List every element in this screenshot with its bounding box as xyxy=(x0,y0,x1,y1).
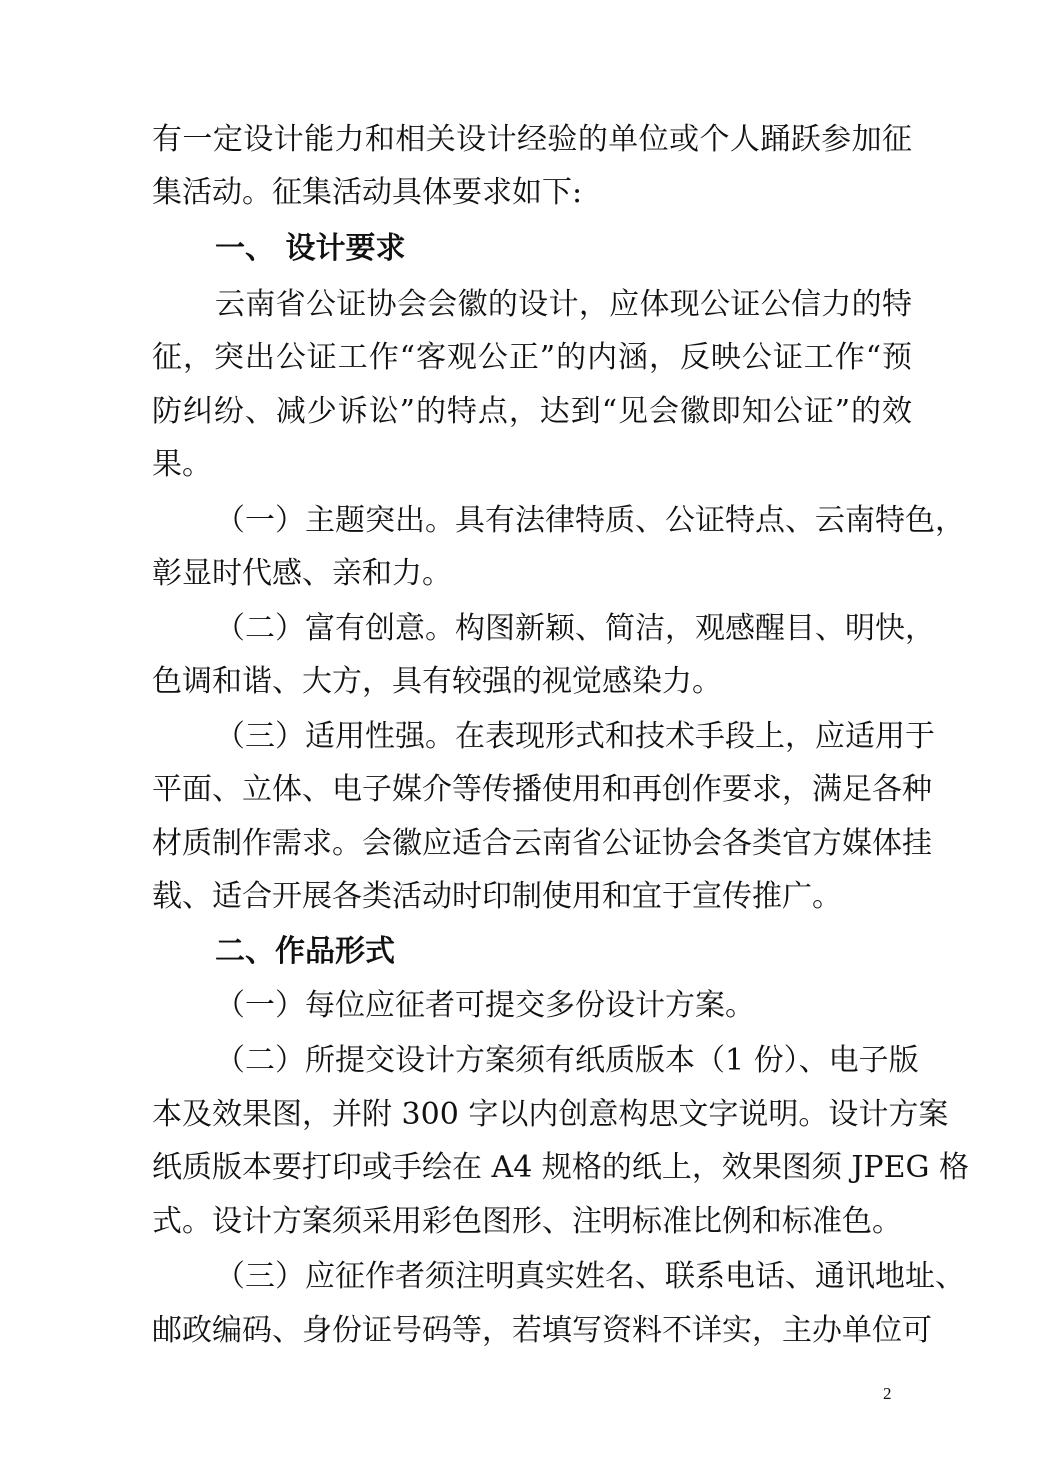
body-text-line: 有一定设计能力和相关设计经验的单位或个人踊跃参加征 xyxy=(152,122,912,157)
body-text-line: 纸质版本要打印或手绘在 A4 规格的纸上，效果图须 JPEG 格 xyxy=(152,1150,969,1185)
section-heading-design-requirements: 一、 设计要求 xyxy=(215,231,406,266)
body-text-line: （三）应征作者须注明真实姓名、联系电话、通讯地址、 xyxy=(215,1259,965,1294)
body-text-line: 平面、立体、电子媒介等传播使用和再创作要求，满足各种 xyxy=(152,772,932,807)
body-text-line: 集活动。征集活动具体要求如下: xyxy=(152,175,583,210)
body-text-line: （一）主题突出。具有法律特质、公证特点、云南特色， xyxy=(215,503,965,538)
body-text-line: 防纠纷、减少诉讼”的特点，达到“见会徽即知公证”的效 xyxy=(152,394,912,429)
body-text-line: 邮政编码、身份证号码等，若填写资料不详实，主办单位可 xyxy=(152,1313,932,1348)
section-heading-work-format: 二、作品形式 xyxy=(215,934,395,969)
body-text-line: （二）所提交设计方案须有纸质版本（1 份）、电子版 xyxy=(215,1043,919,1078)
body-text-line: 式。设计方案须采用彩色图形、注明标准比例和标准色。 xyxy=(152,1204,902,1239)
body-text-line: 材质制作需求。会徽应适合云南省公证协会各类官方媒体挂 xyxy=(152,826,932,861)
body-text-line: （二）富有创意。构图新颖、简洁，观感醒目、明快， xyxy=(215,611,935,646)
body-text-line: 征，突出公证工作“客观公正”的内涵，反映公证工作“预 xyxy=(152,340,912,375)
body-text-line: 果。 xyxy=(152,447,212,482)
body-text-line: 云南省公证协会会徽的设计，应体现公证公信力的特 xyxy=(215,287,912,322)
body-text-line: 载、适合开展各类活动时印制使用和宜于宣传推广。 xyxy=(152,879,842,914)
body-text-line: 彰显时代感、亲和力。 xyxy=(152,556,452,591)
page-number: 2 xyxy=(883,1384,892,1403)
body-text-line: 本及效果图，并附 300 字以内创意构思文字说明。设计方案 xyxy=(152,1097,949,1132)
body-text-line: （三）适用性强。在表现形式和技术手段上，应适用于 xyxy=(215,719,935,754)
body-text-line: （一）每位应征者可提交多份设计方案。 xyxy=(215,988,755,1023)
body-text-line: 色调和谐、大方，具有较强的视觉感染力。 xyxy=(152,664,722,699)
